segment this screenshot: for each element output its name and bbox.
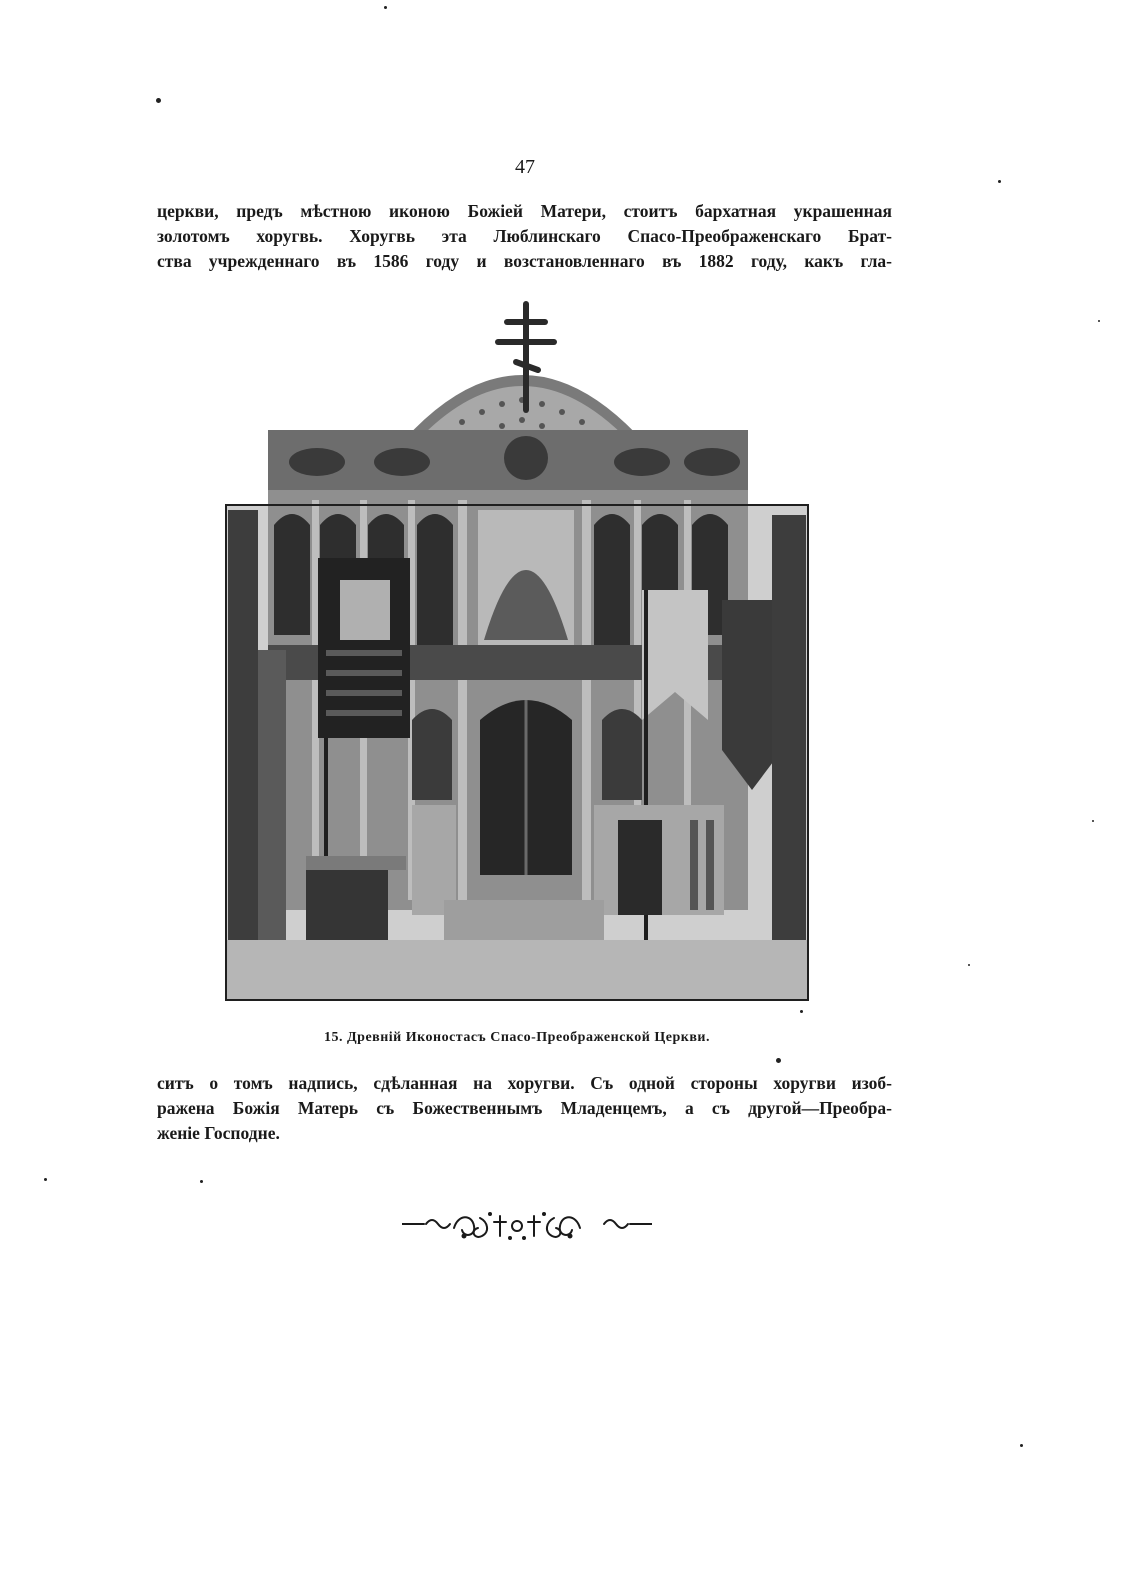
paragraph-line: ситъ о томъ надпись, сдѣланная на хоругви. Съ одной стороны хоругви изоб- <box>157 1073 892 1093</box>
scan-speck <box>968 964 970 966</box>
scan-speck <box>800 1010 803 1013</box>
scan-speck <box>200 1180 203 1183</box>
paragraph-line: церкви, предъ мѣстною иконою Божіей Матери, стоитъ бархатная украшенная <box>157 201 892 221</box>
paragraph-line: ражена Божія Матерь съ Божественнымъ Младенцемъ, а съ другой—Преобра- <box>157 1098 892 1118</box>
decorative-ornament <box>402 1208 652 1244</box>
scan-speck <box>1092 820 1094 822</box>
scan-speck <box>1020 1444 1023 1447</box>
figure-caption: 15. Древній Иконостасъ Спасо-Преображенской Церкви. <box>324 1030 710 1045</box>
paragraph-top <box>157 199 892 274</box>
scan-speck <box>156 98 161 103</box>
page-number: 47 <box>515 156 535 178</box>
scan-speck <box>44 1178 47 1181</box>
scan-speck <box>998 180 1001 183</box>
paragraph-line: ства учрежденнаго въ 1586 году и возстановленнаго въ 1882 году, какъ гла- <box>157 251 892 271</box>
scan-speck <box>384 6 387 9</box>
iconostasis-photograph <box>222 300 812 1005</box>
paragraph-line: женіе Господне. <box>157 1123 280 1143</box>
scan-speck <box>776 1058 781 1063</box>
scan-speck <box>1098 320 1100 322</box>
paragraph-bottom <box>157 1071 892 1146</box>
paragraph-line: золотомъ хоругвь. Хоругвь эта Люблинскаго Спасо-Преображенскаго Брат- <box>157 226 892 246</box>
